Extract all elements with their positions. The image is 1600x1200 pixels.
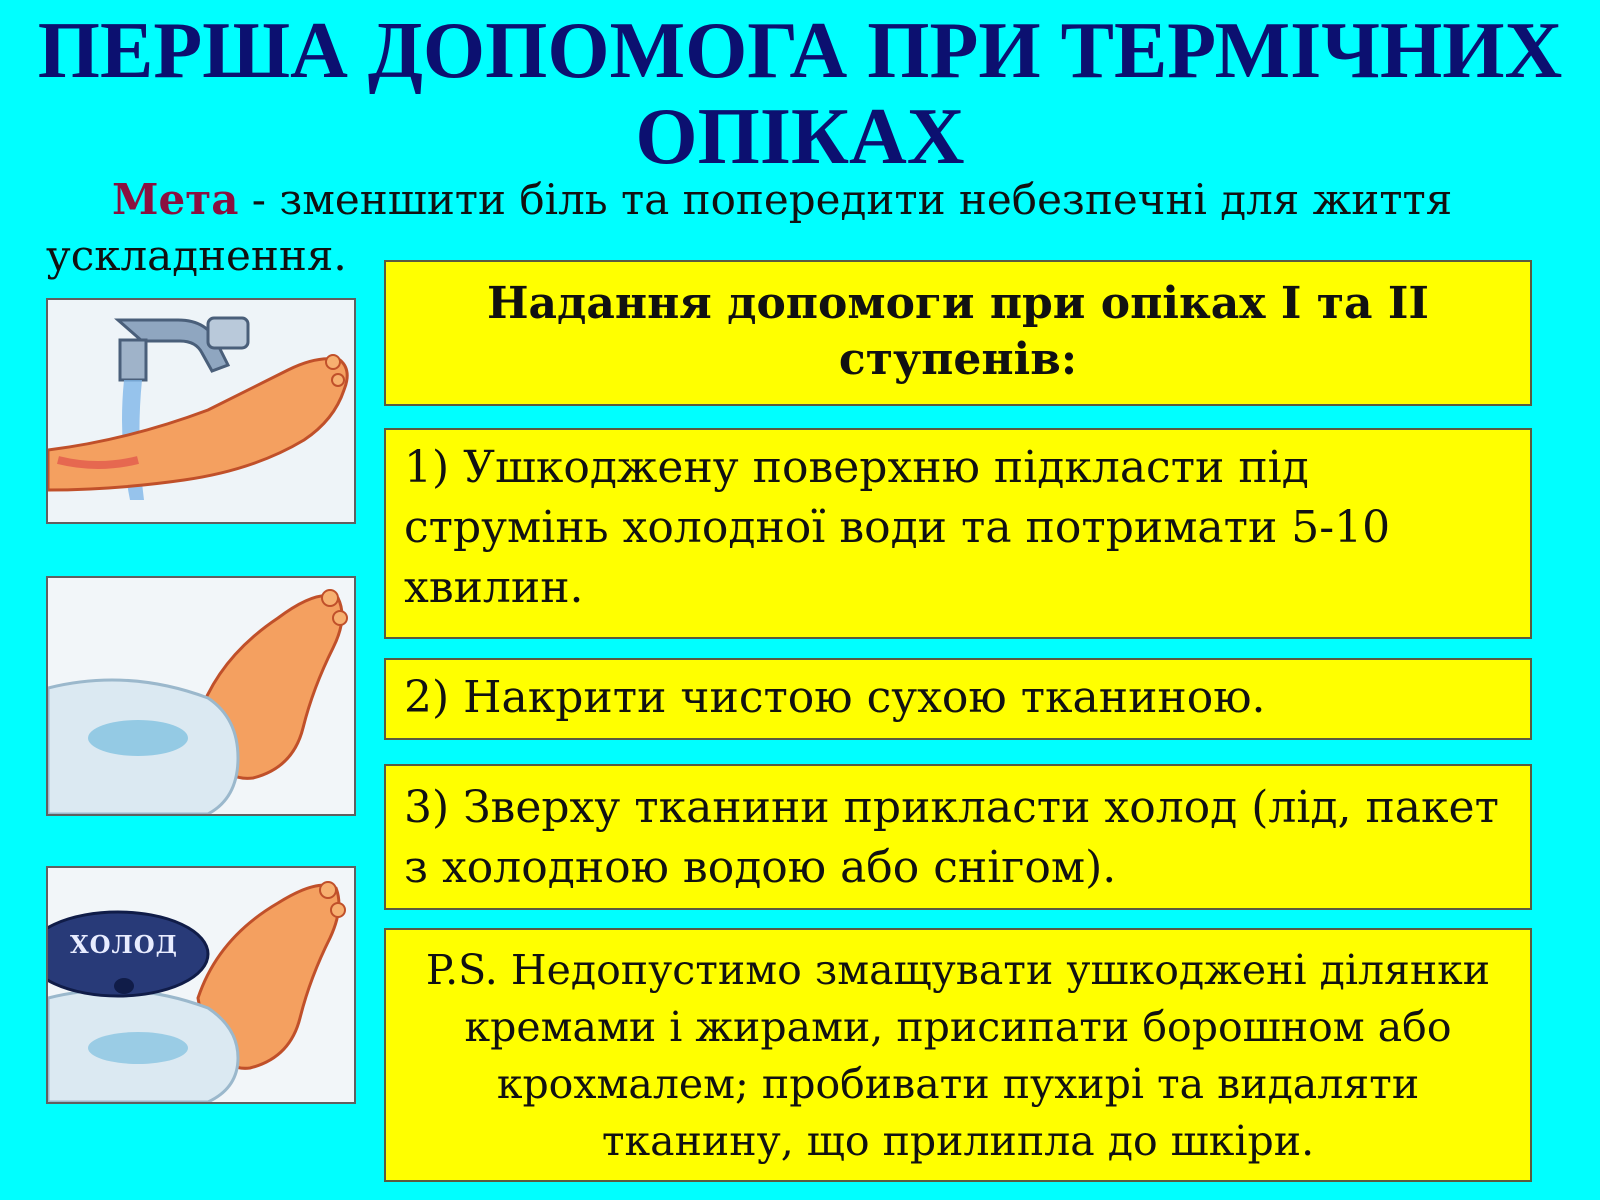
page-title: ПЕРША ДОПОМОГА ПРИ ТЕРМІЧНИХ ОПІКАХ <box>37 7 1563 181</box>
goal-text: - зменшити біль та попередити небезпечні для життя ускладнення. <box>46 175 1453 280</box>
illustration-cold-pack <box>46 866 356 1104</box>
illustration-cloth-cover <box>46 576 356 816</box>
step-2: 2) Накрити чистою сухою тканиною. <box>384 658 1532 740</box>
goal-label: Мета <box>112 175 239 224</box>
instructions-heading: Надання допомоги при опіках І та ІІ ступенів: <box>384 260 1532 406</box>
cold-pack-label: ХОЛОД <box>70 930 178 959</box>
illustration-cold-water <box>46 298 356 524</box>
step-1: 1) Ушкоджену поверхню підкласти під струмінь холодної води та потримати 5-10 хвилин. <box>384 428 1532 639</box>
ps-note: P.S. Недопустимо змащувати ушкоджені ділянки кремами і жирами, присипати борошном або крохмалем; пробивати пухирі та видаляти тканину, що прилипла до шкіри. <box>384 928 1532 1182</box>
step-3: 3) Зверху тканини прикласти холод (лід, пакет з холодною водою або снігом). <box>384 764 1532 910</box>
